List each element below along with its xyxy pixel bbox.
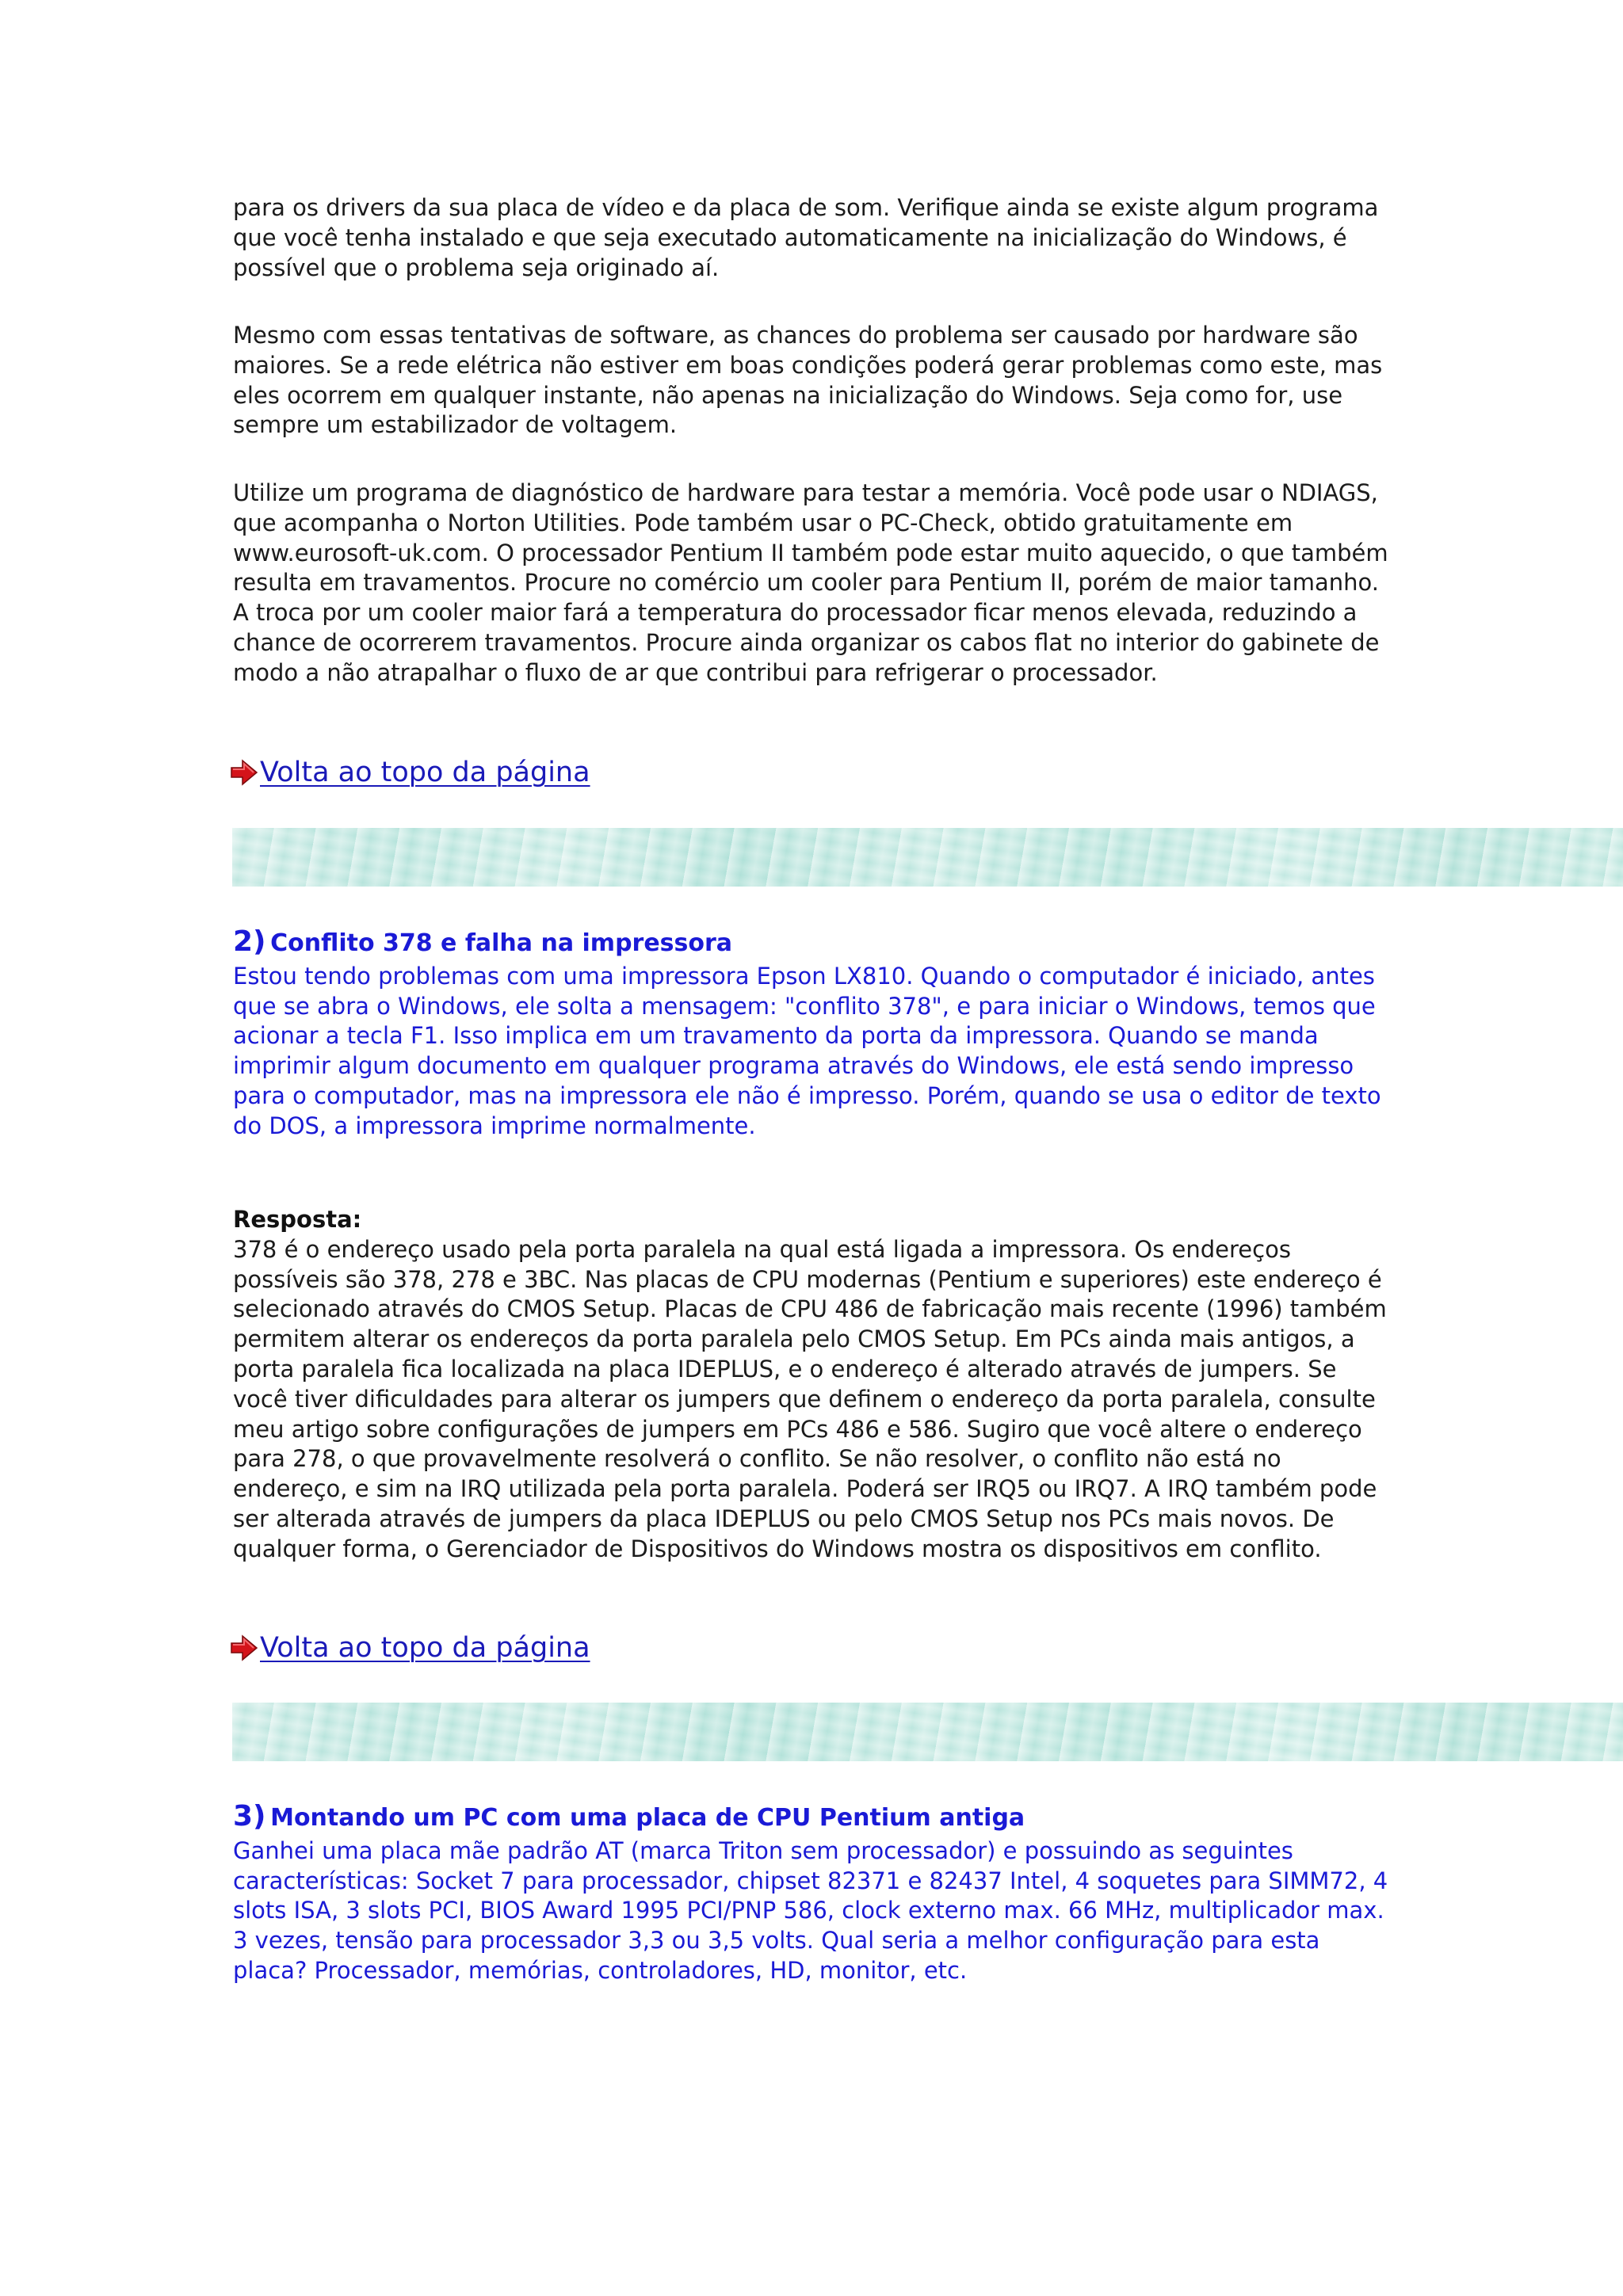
section-3-number: 3) (233, 1800, 266, 1833)
section-1-hardware (233, 321, 1398, 441)
section-2-number: 2) (233, 925, 266, 958)
answer-text: 378 é o endereço usado pela porta paralela na qual está ligada a impressora. Os endereços possíveis são 378, 278 e 3BC. Nas placas de CPU modernas (Pentium e superiores) este endereço é selecionado através do CMOS Setup. Placas de CPU 486 de fabricação mais recente (1996) também permitem alterar os endereços da porta paralela pelo CMOS Setup. Em PCs ainda mais antigos, a porta paralela fica localizada na placa IDEPLUS, e o endereço é alterado através de jumpers. Se você tiver dificuldades para alterar os jumpers que definem o endereço da porta paralela, consulte meu artigo sobre configurações de jumpers em PCs 486 e 586. Sugiro que você altere o endereço para 278, o que provavelmente resolverá o conflito. Se não resolver, o conflito não está no endereço, e sim na IRQ utilizada pela porta paralela. Poderá ser IRQ5 ou IRQ7. A IRQ também pode ser alterada através de jumpers da placa IDEPLUS ou pelo CMOS Setup nos PCs mais novos. De qualquer forma, o Gerenciador de Dispositivos do Windows mostra os dispositivos em conflito. (233, 1235, 1387, 1562)
back-to-top-link[interactable]: Volta ao topo da página (260, 757, 590, 788)
back-to-top-2 (230, 1630, 590, 1665)
section-1-body (233, 193, 1398, 283)
section-2 (233, 927, 1398, 1142)
back-to-top-1 (230, 755, 590, 790)
paragraph-drivers: para os drivers da sua placa de vídeo e da placa de som. Verifique ainda se existe algum programa que você tenha instalado e que seja executado automaticamente na inicialização do Windows, é possível que o problema seja originado aí. (233, 194, 1379, 281)
section-2-title: Conflito 378 e falha na impressora (270, 929, 733, 957)
section-3-title: Montando um PC com uma placa de CPU Pentium antiga (270, 1804, 1025, 1832)
red-arrow-icon (230, 1634, 258, 1662)
section-2-heading (233, 927, 1398, 962)
section-1-diagnostics (233, 479, 1398, 688)
section-3-heading (233, 1802, 1398, 1836)
back-to-top-link[interactable]: Volta ao topo da página (260, 1632, 590, 1664)
section-3 (233, 1802, 1398, 1986)
section-2-answer (233, 1205, 1398, 1565)
section-divider-band (232, 828, 1623, 887)
paragraph-hardware: Mesmo com essas tentativas de software, as chances do problema ser causado por hardware são maiores. Se a rede elétrica não estiver em boas condições poderá gerar problemas como este, mas eles ocorrem em qualquer instante, não apenas na inicialização do Windows. Seja como for, use sempre um estabilizador de voltagem. (233, 322, 1383, 439)
red-arrow-icon (230, 758, 258, 787)
paragraph-diagnostics: Utilize um programa de diagnóstico de hardware para testar a memória. Você pode usar o NDIAGS, que acompanha o Norton Utilities. Pode também usar o PC-Check, obtido gratuitamente em www.eurosoft-uk.com. O processador Pentium II também pode estar muito aquecido, o que também resulta em travamentos. Procure no comércio um cooler para Pentium II, porém de maior tamanho. A troca por um cooler maior fará a temperatura do processador ficar menos elevada, reduzindo a chance de ocorrerem travamentos. Procure ainda organizar os cabos flat no interior do gabinete de modo a não atrapalhar o fluxo de ar que contribui para refrigerar o processador. (233, 479, 1388, 686)
section-3-question: Ganhei uma placa mãe padrão AT (marca Triton sem processador) e possuindo as seguintes características: Socket 7 para processador, chipset 82371 e 82437 Intel, 4 soquetes para SIMM72, 4 slots ISA, 3 slots PCI, BIOS Award 1995 PCI/PNP 586, clock externo max. 66 MHz, multiplicador max. 3 vezes, tensão para processador 3,3 ou 3,5 volts. Qual seria a melhor configuração para esta placa? Processador, memórias, controladores, HD, monitor, etc. (233, 1836, 1388, 1984)
answer-label: Resposta: (233, 1206, 362, 1233)
section-2-question: Estou tendo problemas com uma impressora Epson LX810. Quando o computador é iniciado, antes que se abra o Windows, ele solta a mensagem: "conflito 378", e para iniciar o Windows, temos que acionar a tecla F1. Isso implica em um travamento da porta da impressora. Quando se manda imprimir algum documento em qualquer programa através do Windows, ele está sendo impresso para o computador, mas na impressora ele não é impresso. Porém, quando se usa o editor de texto do DOS, a impressora imprime normalmente. (233, 962, 1381, 1139)
section-divider-band (232, 1703, 1623, 1761)
